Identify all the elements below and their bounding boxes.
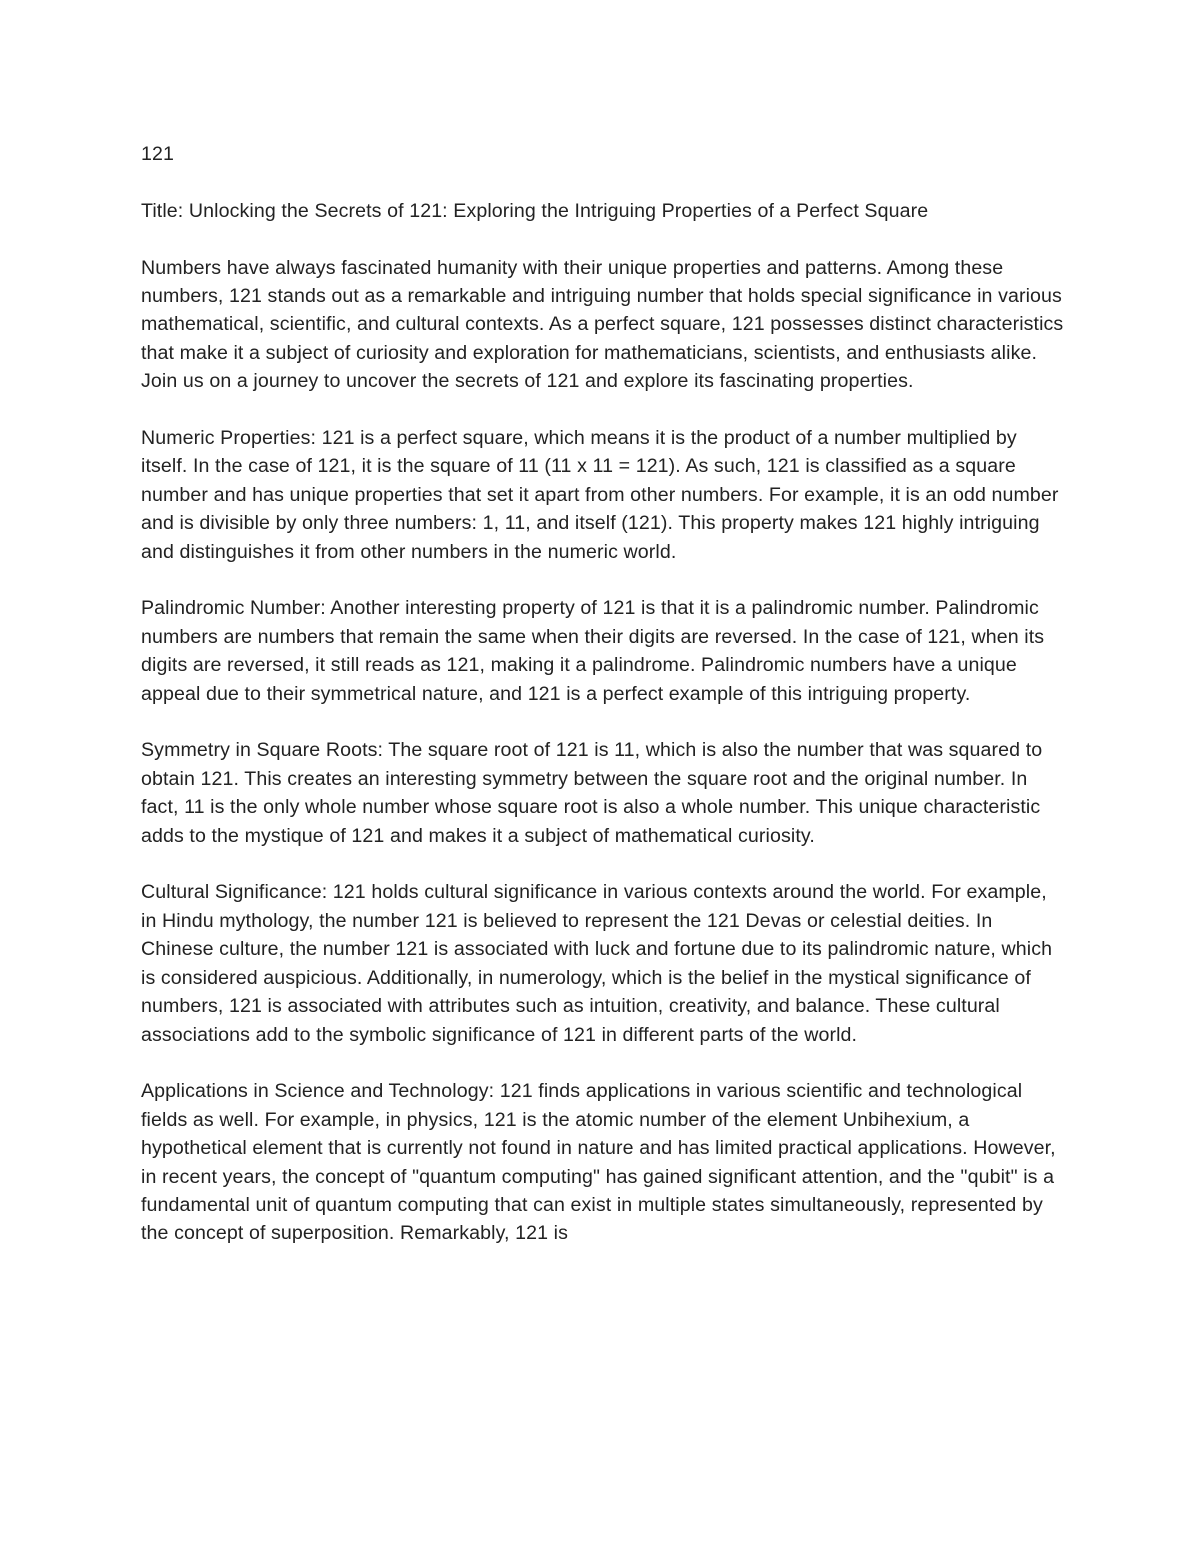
paragraph-palindromic-number: Palindromic Number: Another interesting property of 121 is that it is a palindromic number. Palindromic numbers are numbers that remain the same when their digits are reversed. In the case of 121, when its digits are reversed, it still reads as 121, making it a palindrome. Palindromic numbers have a unique appeal due to their symmetrical nature, and 121 is a perfect example of this intriguing property. [141, 597, 1045, 705]
document-title-line: Title: Unlocking the Secrets of 121: Exploring the Intriguing Properties of a Perfect Square [141, 199, 929, 222]
paragraph-science-technology: Applications in Science and Technology: 121 finds applications in various scientific and technological fields as well. For example, in physics, 121 is the atomic number of the element Unbihexium, a hypothetical element that is currently not found in nature and has limited practical applications. However, in recent years, the concept of "quantum computing" has gained significant attention, and the "qubit" is a fundamental unit of quantum computing that can exist in multiple states simultaneously, represented by the concept of superposition. Remarkably, 121 is [141, 1080, 1056, 1245]
paragraph-numeric-properties: Numeric Properties: 121 is a perfect square, which means it is the product of a number multiplied by itself. In the case of 121, it is the square of 11 (11 x 11 = 121). As such, 121 is classified as a square number and has unique properties that set it apart from other numbers. For example, it is an odd number and is divisible by only three numbers: 1, 11, and itself (121). This property makes 121 highly intriguing and distinguishes it from other numbers in the numeric world. [141, 427, 1059, 563]
paragraph-cultural-significance: Cultural Significance: 121 holds cultural significance in various contexts around the world. For example, in Hindu mythology, the number 121 is believed to represent the 121 Devas or celestial deities. In Chinese culture, the number 121 is associated with luck and fortune due to its palindromic nature, which is considered auspicious. Additionally, in numerology, which is the belief in the mystical significance of numbers, 121 is associated with attributes such as intuition, creativity, and balance. These cultural associations add to the symbolic significance of 121 in different parts of the world. [141, 881, 1053, 1046]
paragraph-intro: Numbers have always fascinated humanity with their unique properties and patterns. Among these numbers, 121 stands out as a remarkable and intriguing number that holds special significance in various mathematical, scientific, and cultural contexts. As a perfect square, 121 possesses distinct characteristics that make it a subject of curiosity and exploration for mathematicians, scientists, and enthusiasts alike. Join us on a journey to uncover the secrets of 121 and explore its fascinating properties. [141, 256, 1064, 393]
paragraph-symmetry-square-roots: Symmetry in Square Roots: The square root of 121 is 11, which is also the number that was squared to obtain 121. This creates an interesting symmetry between the square root and the original number. In fact, 11 is the only whole number whose square root is also a whole number. This unique characteristic adds to the mystique of 121 and makes it a subject of mathematical curiosity. [141, 739, 1043, 847]
document-body [141, 140, 1066, 1276]
document-heading: 121 [141, 143, 174, 165]
